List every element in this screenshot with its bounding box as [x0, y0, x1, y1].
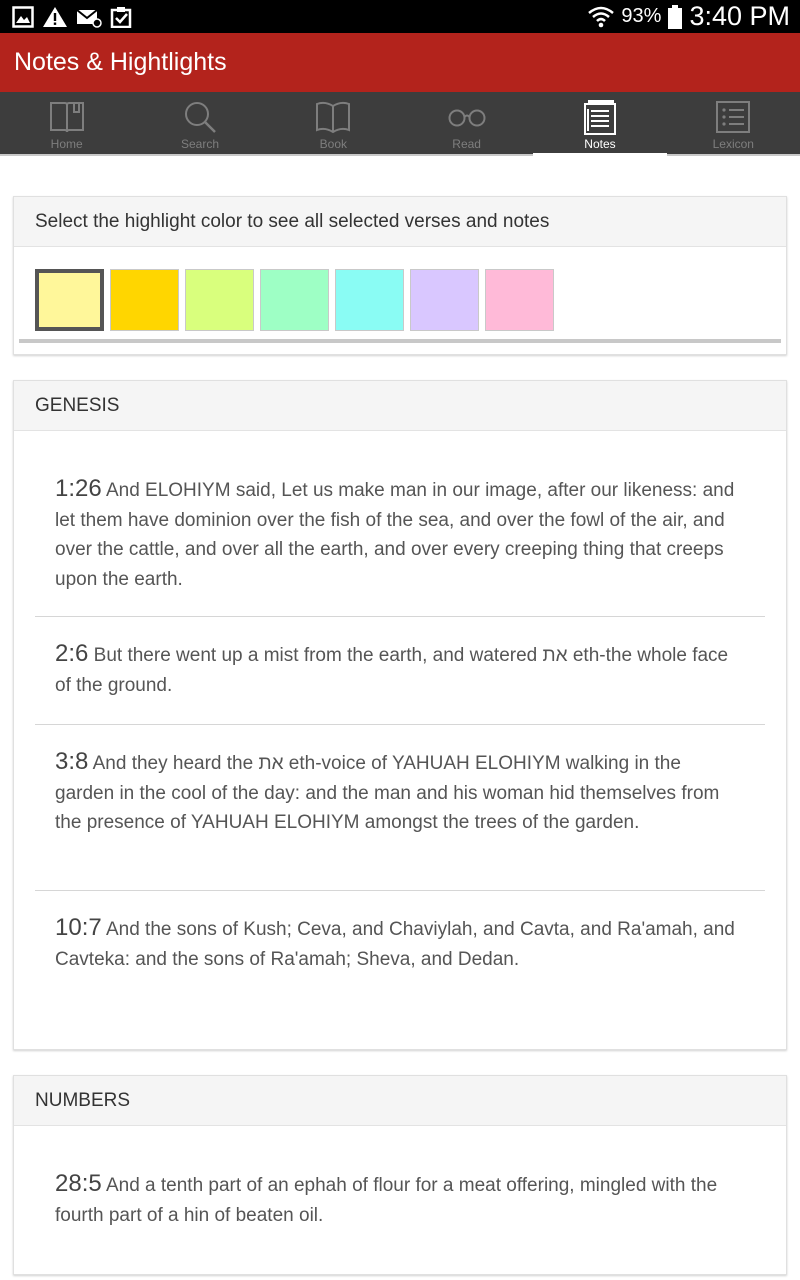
- tab-book[interactable]: [267, 92, 400, 154]
- status-bar: [0, 0, 800, 33]
- gallery-icon: [12, 6, 34, 28]
- tab-label: Home: [50, 137, 83, 151]
- verse-ref: 3:8: [55, 748, 89, 775]
- email-icon: [76, 6, 102, 28]
- book-section-genesis: [13, 380, 787, 1050]
- color-swatch-pink[interactable]: [485, 269, 554, 331]
- verse-ref: 28:5: [55, 1170, 102, 1197]
- tab-label: Notes: [584, 137, 616, 151]
- color-swatch-lavender[interactable]: [410, 269, 479, 331]
- verse-text: And a tenth part of an ephah of flour for a meat offering, mingled with the fourth part of a hin of beaten oil.: [55, 1175, 718, 1226]
- wifi-icon: [587, 4, 615, 30]
- highlight-color-card: [13, 196, 787, 355]
- verse-text: And ELOHIYM said, Let us make man in our image, after our likeness: and let them have dominion over the fish of the sea, and over the fowl of the air, and over the cattle, and over all the earth, and over every creeping thing that creeps upon the earth.: [55, 480, 735, 590]
- tab-label: Lexicon: [712, 137, 754, 151]
- search-icon: [182, 100, 218, 134]
- notification-icons: [12, 6, 132, 28]
- tab-search[interactable]: [133, 92, 266, 154]
- book-title: GENESIS: [14, 381, 786, 431]
- clock: 3:40 PM: [689, 1, 790, 31]
- verse-item[interactable]: [35, 891, 765, 1041]
- tab-label: Book: [319, 137, 347, 151]
- battery-icon: [667, 4, 683, 30]
- list-icon: [715, 100, 751, 134]
- verse-text: And the sons of Kush; Ceva, and Chaviylah, and Cavta, and Ra'amah, and Cavteka: and the sons of Ra'amah; Sheva, and Dedan.: [55, 919, 735, 970]
- color-swatch-mint[interactable]: [260, 269, 329, 331]
- app-bar: [0, 33, 800, 92]
- warning-icon: [42, 6, 68, 28]
- tab-label: Search: [180, 137, 219, 151]
- book-title: NUMBERS: [14, 1076, 786, 1126]
- color-swatch-cyan[interactable]: [335, 269, 404, 331]
- swatch-scroll-track: [19, 339, 781, 343]
- verse-item[interactable]: [35, 725, 765, 891]
- page-title: Notes & Hightlights: [14, 48, 227, 76]
- verse-ref: 10:7: [55, 914, 102, 941]
- color-swatch-row: [14, 247, 786, 339]
- color-swatch-lime[interactable]: [185, 269, 254, 331]
- system-status: [587, 1, 790, 32]
- tab-lexicon[interactable]: [667, 92, 800, 154]
- verse-item[interactable]: [35, 431, 765, 617]
- verse-item[interactable]: [35, 1126, 765, 1266]
- glasses-icon: [447, 100, 487, 134]
- color-swatch-gold[interactable]: [110, 269, 179, 331]
- verse-ref: 2:6: [55, 640, 89, 667]
- open-book-icon: [315, 100, 351, 134]
- highlight-instructions: Select the highlight color to see all selected verses and notes: [14, 197, 786, 247]
- verse-text: And they heard the את eth-voice of YAHUAH ELOHIYM walking in the garden in the cool of the day: and the man and his woman hid themselves from the presence of YAHUAH ELOHIYM amongst the trees of the garden.: [55, 753, 720, 833]
- tab-notes[interactable]: [533, 92, 666, 154]
- color-swatch-yellow[interactable]: [35, 269, 104, 331]
- verse-text: But there went up a mist from the earth, and watered את eth-the whole face of the ground.: [55, 645, 729, 696]
- tab-bar: [0, 92, 800, 156]
- book-section-numbers: [13, 1075, 787, 1275]
- notes-icon: [582, 99, 618, 135]
- verse-ref: 1:26: [55, 475, 102, 502]
- tab-read[interactable]: [400, 92, 533, 154]
- tab-label: Read: [452, 137, 481, 151]
- book-home-icon: [49, 100, 85, 134]
- tab-home[interactable]: [0, 92, 133, 154]
- verse-item[interactable]: [35, 617, 765, 725]
- clipboard-check-icon: [110, 6, 132, 28]
- battery-percent: 93%: [621, 5, 662, 27]
